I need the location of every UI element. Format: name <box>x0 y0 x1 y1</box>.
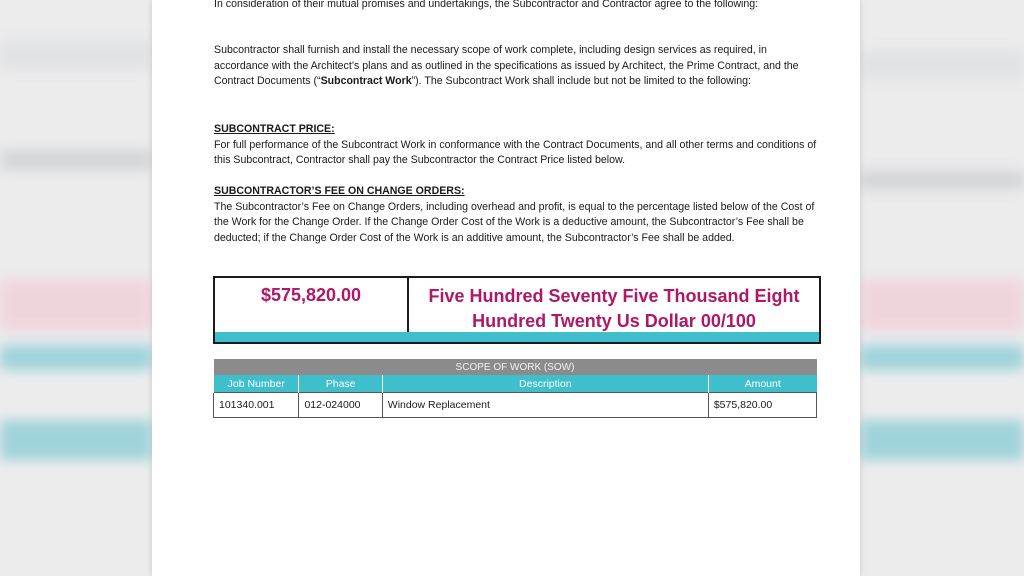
subcontract-price-heading: SUBCONTRACT PRICE: <box>214 123 335 135</box>
subcontract-price-text: For full performance of the Subcontract Work in conformance with the Contract Documents, and all other terms and conditions of this Subcontract, Contractor shall pay the Subcontractor the Contract Price listed below. <box>214 138 817 166</box>
blurred-backdrop-left <box>0 0 152 576</box>
col-job-number: Job Number <box>214 375 299 393</box>
sow-header-row <box>214 375 817 393</box>
col-description: Description <box>382 375 708 393</box>
cell-description: Window Replacement <box>382 393 708 418</box>
scope-paragraph: Subcontractor shall furnish and install the necessary scope of work complete, including design services as required, in accordance with the Architect’s plans and as outlined in the specifications as issued by Architect, the Prime Contract, and the Contract Documents (“Subcontract Work”). The Subcontract Work shall include but not be limited to the following: <box>214 44 799 87</box>
cell-phase: 012-024000 <box>299 393 382 418</box>
change-orders-heading: SUBCONTRACTOR’S FEE ON CHANGE ORDERS: <box>214 185 465 197</box>
price-in-words: Five Hundred Seventy Five Thousand Eight Hundred Twenty Us Dollar 00/100 <box>428 286 800 331</box>
cell-amount: $575,820.00 <box>708 393 816 418</box>
document-page <box>152 0 860 576</box>
intro-paragraph: In consideration of their mutual promises and undertakings, the Subcontractor and Contractor agree to the following: <box>214 0 759 10</box>
change-orders-section <box>214 184 820 246</box>
subcontract-price-section <box>214 122 820 169</box>
price-amount: $575,820.00 <box>215 278 409 332</box>
table-row <box>214 393 817 418</box>
price-box-bar <box>213 332 821 344</box>
cell-job-number: 101340.001 <box>214 393 299 418</box>
sow-table-title: SCOPE OF WORK (SOW) <box>214 359 817 375</box>
col-phase: Phase <box>299 375 382 393</box>
col-amount: Amount <box>708 375 816 393</box>
change-orders-text: The Subcontractor’s Fee on Change Orders, including overhead and profit, is equal to the percentage listed below of the Cost of the Work for the Change Order. If the Change Order Cost of the Work is a deductive amount, the Subcontractor’s Fee shall be deducted; if the Change Order Cost of the Work is an additive amount, the Subcontractor’s Fee shall be added. <box>214 200 815 244</box>
blurred-backdrop-right <box>860 0 1024 576</box>
price-box <box>213 276 821 334</box>
scope-of-work-table <box>213 359 817 418</box>
